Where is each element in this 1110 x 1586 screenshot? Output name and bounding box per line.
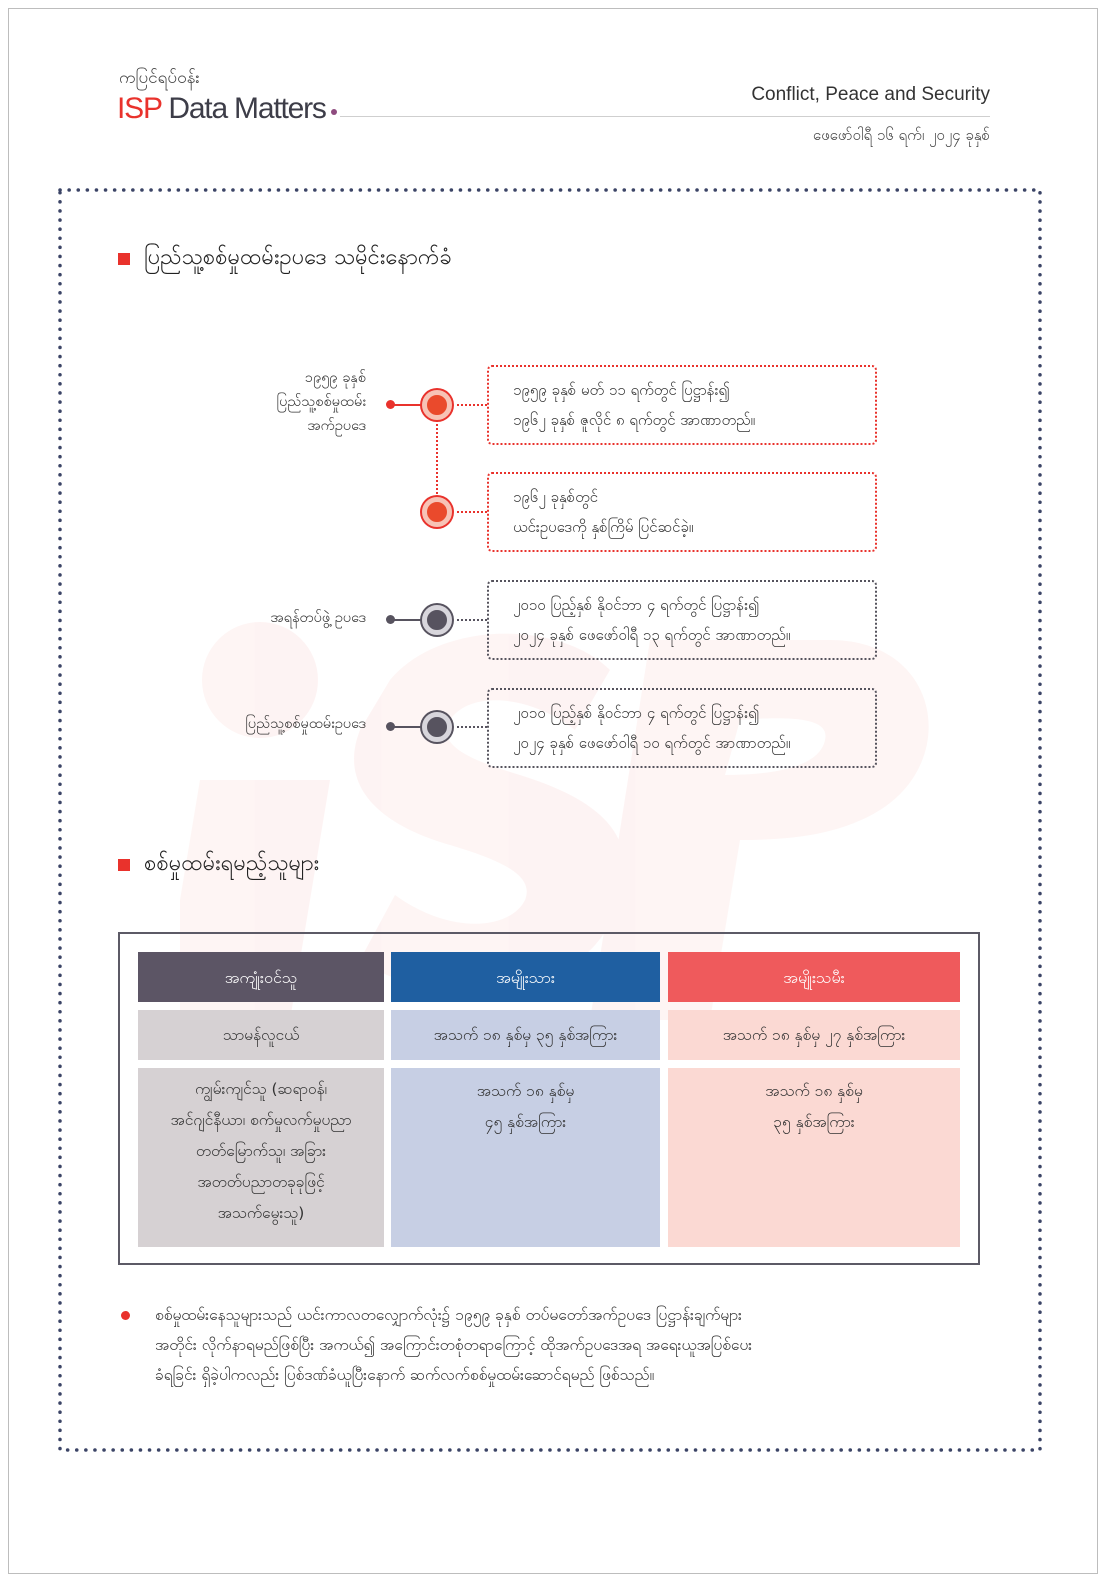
bullet-dot-icon [121,1311,130,1320]
cell-line: ၄၅ နှစ်အကြား [484,1113,567,1131]
cell-line: ကျွမ်းကျင်သူ (ဆရာဝန်၊ [194,1080,327,1098]
table-cell [668,1068,960,1247]
section-eligible-title: စစ်မှုထမ်းရမည့်သူများ [144,851,320,876]
cell-line: အင်ဂျင်နီယာ၊ စက်မှုလက်မှုပညာ [170,1111,352,1129]
timeline-label-service-law [160,712,366,736]
timeline-node-icon [422,497,452,527]
timeline-vertical-dotted-line [436,420,438,502]
event-line: ၁၉၆၂ ခုနှစ် ဇူလိုင် ၈ ရက်တွင် အာဏာတည်။ [513,411,756,429]
timeline-node-icon [422,712,452,742]
header-kicker: ကပြင်ရပ်ဝန်း [119,68,200,88]
timeline-node-icon [422,605,452,635]
eligibility-table [118,932,980,1265]
connector-line [392,404,424,406]
event-line: ၂၀၁၀ ပြည့်နှစ် နိုဝင်ဘာ ၄ ရက်တွင် ပြဋ္ဌာန်း၍ [513,704,760,722]
timeline-event-service [487,688,877,768]
event-line: ၂၀၂၄ ခုနှစ် ဖေဖော်ဝါရီ ၁၃ ရက်တွင် အာဏာတည်။ [513,626,791,644]
table-header-female: အမျိုးသမီး [668,952,960,1002]
bullet-square-icon [118,253,130,265]
header-divider [340,116,990,117]
bullet-square-icon [118,859,130,871]
footnote-text [155,1300,975,1390]
label-line: အက်ဥပဒေ [307,418,366,434]
page-title: Conflict, Peace and Security [751,84,990,105]
footnote-line: အတိုင်း လိုက်နာရမည်ဖြစ်ပြီး အကယ်၍ အကြောင်းတစုံတရာကြောင့် ထိုအက်ဥပဒေအရ အရေးယူအပြစ်ပေး [155,1336,753,1354]
table-cell: အသက် ၁၈ နှစ်မှ ၂၇ နှစ်အကြား [668,1010,960,1060]
event-line: ၁၉၆၂ ခုနှစ်တွင် [513,488,598,506]
footnote-line: ခံရခြင်း ရှိခဲ့ပါကလည်း ပြစ်ဒဏ်ခံယူပြီးနောက် ဆက်လက်စစ်မှုထမ်းဆောင်ရမည် ဖြစ်သည်။ [155,1366,655,1384]
event-line: ၁၉၅၉ ခုနှစ် မတ် ၁၁ ရက်တွင် ပြဋ္ဌာန်း၍ [513,381,730,399]
timeline-event-1959 [487,365,877,445]
table-cell: အသက် ၁၈ နှစ်မှ ၃၅ နှစ်အကြား [391,1010,660,1060]
label-line: ပြည်သူ့စစ်မှုထမ်းဥပဒေ [245,716,366,732]
section-history-heading [118,242,452,275]
cell-line: အတတ်ပညာတခုခုဖြင့် [197,1173,325,1191]
table-cell: သာမန်လူငယ် [138,1010,384,1060]
connector-line [392,619,424,621]
table-cell [138,1068,384,1247]
cell-line: အသက် ၁၈ နှစ်မှ [476,1082,575,1100]
cell-line: တတ်မြောက်သူ၊ အခြား [195,1142,327,1160]
section-eligible-heading [118,848,319,881]
brand-isp: ISP [117,92,162,125]
event-line: ၂၀၂၄ ခုနှစ် ဖေဖော်ဝါရီ ၁၀ ရက်တွင် အာဏာတည်။ [513,734,791,752]
timeline-label-reserve-law [190,606,366,630]
dotted-connector [457,404,487,406]
connector-line [392,726,424,728]
cell-line: အသက် ၁၈ နှစ်မှ [765,1082,863,1100]
publish-date: ဖေဖော်ဝါရီ ၁၆ ရက်၊ ၂၀၂၄ ခုနှစ် [812,126,990,144]
brand-logo [117,92,337,126]
timeline-node-icon [422,390,452,420]
timeline-label-1959-act [190,366,366,438]
table-cell [391,1068,660,1247]
cell-line: ၃၅ နှစ်အကြား [773,1113,855,1131]
brand-dot-icon [331,109,337,115]
table-header-category: အကျုံးဝင်သူ [138,952,384,1002]
label-line: အရန်တပ်ဖွဲ့ ဥပဒေ [270,610,366,626]
event-line: ယင်းဥပဒေကို နှစ်ကြိမ် ပြင်ဆင်ခဲ့။ [513,518,694,536]
section-history-title: ပြည်သူ့စစ်မှုထမ်းဥပဒေ သမိုင်းနောက်ခံ [144,245,452,270]
dotted-connector [457,511,487,513]
label-line: ပြည်သူ့စစ်မှုထမ်း [276,394,366,410]
table-header-male: အမျိုးသား [391,952,660,1002]
dotted-connector [457,726,487,728]
timeline-event-1962 [487,472,877,552]
dotted-connector [457,619,487,621]
cell-line: အသက်မွေးသူ) [217,1204,305,1222]
footnote-line: စစ်မှုထမ်းနေသူများသည် ယင်းကာလတလျှောက်လုံး၌ ၁၉၅၉ ခုနှစ် တပ်မတော်အက်ဥပဒေ ပြဋ္ဌာန်းချက်များ [155,1306,742,1324]
event-line: ၂၀၁၀ ပြည့်နှစ် နိုဝင်ဘာ ၄ ရက်တွင် ပြဋ္ဌာန်း၍ [513,596,760,614]
label-line: ၁၉၅၉ ခုနှစ် [304,370,366,386]
timeline-event-reserve [487,580,877,660]
brand-name: Data Matters [161,92,326,125]
